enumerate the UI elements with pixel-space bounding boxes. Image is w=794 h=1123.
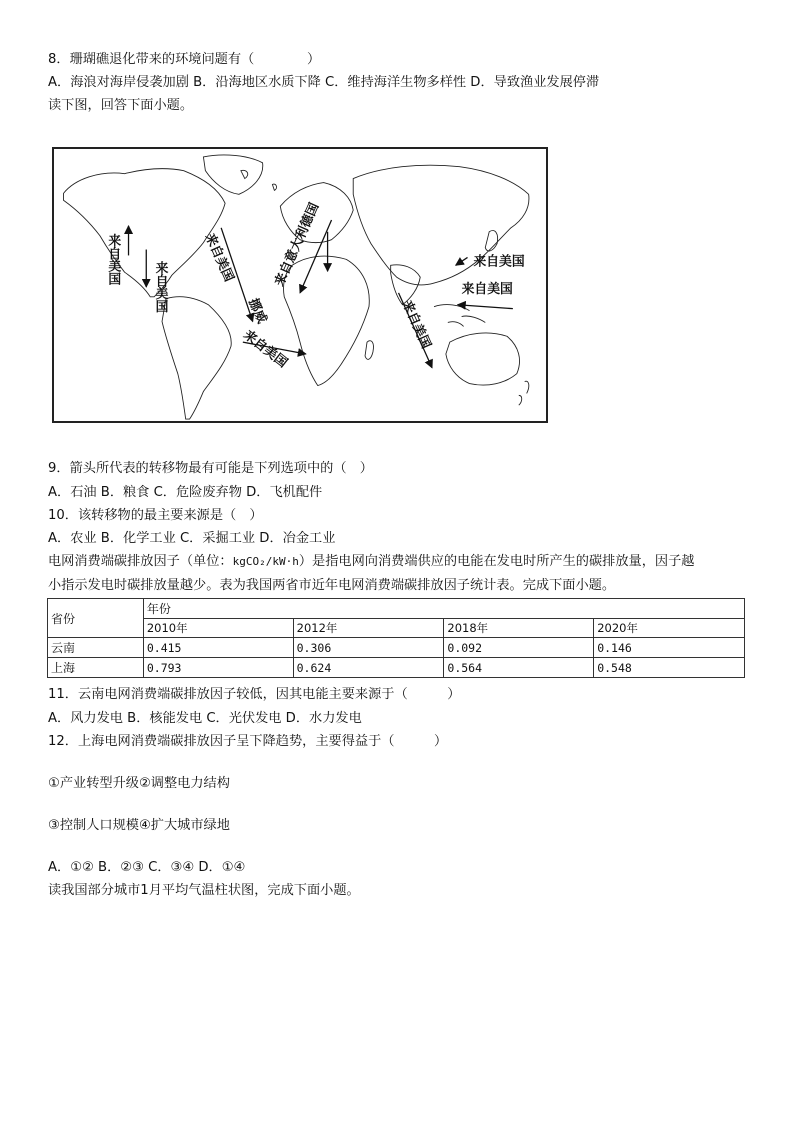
misc-islands (241, 170, 277, 190)
greenland-outline (203, 155, 262, 194)
header-year-2020: 2020年 (594, 619, 745, 638)
q11-stem: 11．云南电网消费端碳排放因子较低，因其电能主要来源于（ ） (48, 687, 461, 702)
q10-options: A．农业 B．化学工业 C．采掘工业 D．冶金工业 (48, 531, 336, 546)
table-intro-line1: 电网消费端碳排放因子（单位：kgCO₂/kW·h）是指电网向消费端供应的电能在发电时所产生的碳排放量，因子越 (48, 554, 695, 569)
q9-options: A．石油 B．粮食 C．危险废弃物 D．飞机配件 (48, 485, 323, 500)
north-america-outline (63, 169, 225, 297)
southeast-asia-islands (434, 305, 485, 327)
arrow-east-asia-2 (458, 305, 513, 309)
madagascar-outline (365, 341, 373, 360)
label-top-left: 来自美国 (105, 233, 121, 286)
cell-value: 0.564 (444, 658, 594, 678)
label-italy-germany: 来自意大利德国 (272, 200, 323, 289)
label-norway: 挪威 (245, 296, 270, 326)
continent-outlines (63, 155, 528, 419)
label-east-asia-2: 来自美国 (461, 281, 513, 297)
header-year-2012: 2012年 (293, 619, 444, 638)
q12-stem: 12．上海电网消费端碳排放因子呈下降趋势，主要得益于（ ） (48, 734, 448, 749)
header-province: 省份 (48, 599, 144, 638)
row-name: 上海 (48, 658, 144, 678)
world-map-figure (52, 147, 548, 423)
cell-value: 0.793 (143, 658, 293, 678)
q10-stem: 10．该转移物的最主要来源是（ ） (48, 508, 263, 523)
label-east-asia-1: 来自美国 (473, 254, 525, 270)
q12-item1: ①产业转型升级②调整电力结构 (48, 776, 230, 791)
q12-item2: ③控制人口规模④扩大城市绿地 (48, 818, 230, 833)
cell-value: 0.548 (594, 658, 745, 678)
arrow-east-asia-1 (456, 257, 468, 265)
row-name: 云南 (48, 638, 144, 658)
next-intro: 读我国部分城市1月平均气温柱状图，完成下面小题。 (48, 883, 360, 898)
cell-value: 0.306 (293, 638, 444, 658)
label-mid-left: 来自美国 (152, 261, 168, 313)
label-india: 来自美国 (398, 298, 434, 352)
label-brazil: 来自美国 (201, 231, 237, 285)
map-intro: 读下图，回答下面小题。 (48, 98, 194, 113)
label-south-africa: 来自美国 (240, 327, 290, 371)
table-row (48, 638, 745, 658)
q11-options: A．风力发电 B．核能发电 C．光伏发电 D．水力发电 (48, 711, 362, 726)
carbon-factor-table (47, 598, 745, 678)
header-year: 年份 (143, 599, 744, 619)
table-intro-line2: 小指示发电时碳排放量越少。表为我国两省市近年电网消费端碳排放因子统计表。完成下面小题。 (48, 578, 616, 593)
cell-value: 0.624 (293, 658, 444, 678)
cell-value: 0.092 (444, 638, 594, 658)
australia-outline (446, 333, 520, 385)
cell-value: 0.146 (594, 638, 745, 658)
africa-outline (284, 256, 370, 385)
q12-options: A．①② B．②③ C．③④ D．①④ (48, 860, 246, 875)
new-zealand-outline (519, 381, 529, 405)
q9-stem: 9．箭头所代表的转移物最有可能是下列选项中的（ ） (48, 461, 373, 476)
header-year-2010: 2010年 (143, 619, 293, 638)
south-america-outline (162, 297, 231, 419)
cell-value: 0.415 (143, 638, 293, 658)
table-row (48, 658, 745, 678)
q8-stem: 8．珊瑚礁退化带来的环境问题有（ ） (48, 52, 321, 67)
world-map-svg (54, 149, 546, 421)
q8-options: A．海浪对海岸侵袭加剧 B．沿海地区水质下降 C．维持海洋生物多样性 D．导致渔业发展停滞 (48, 75, 600, 90)
header-year-2018: 2018年 (444, 619, 594, 638)
